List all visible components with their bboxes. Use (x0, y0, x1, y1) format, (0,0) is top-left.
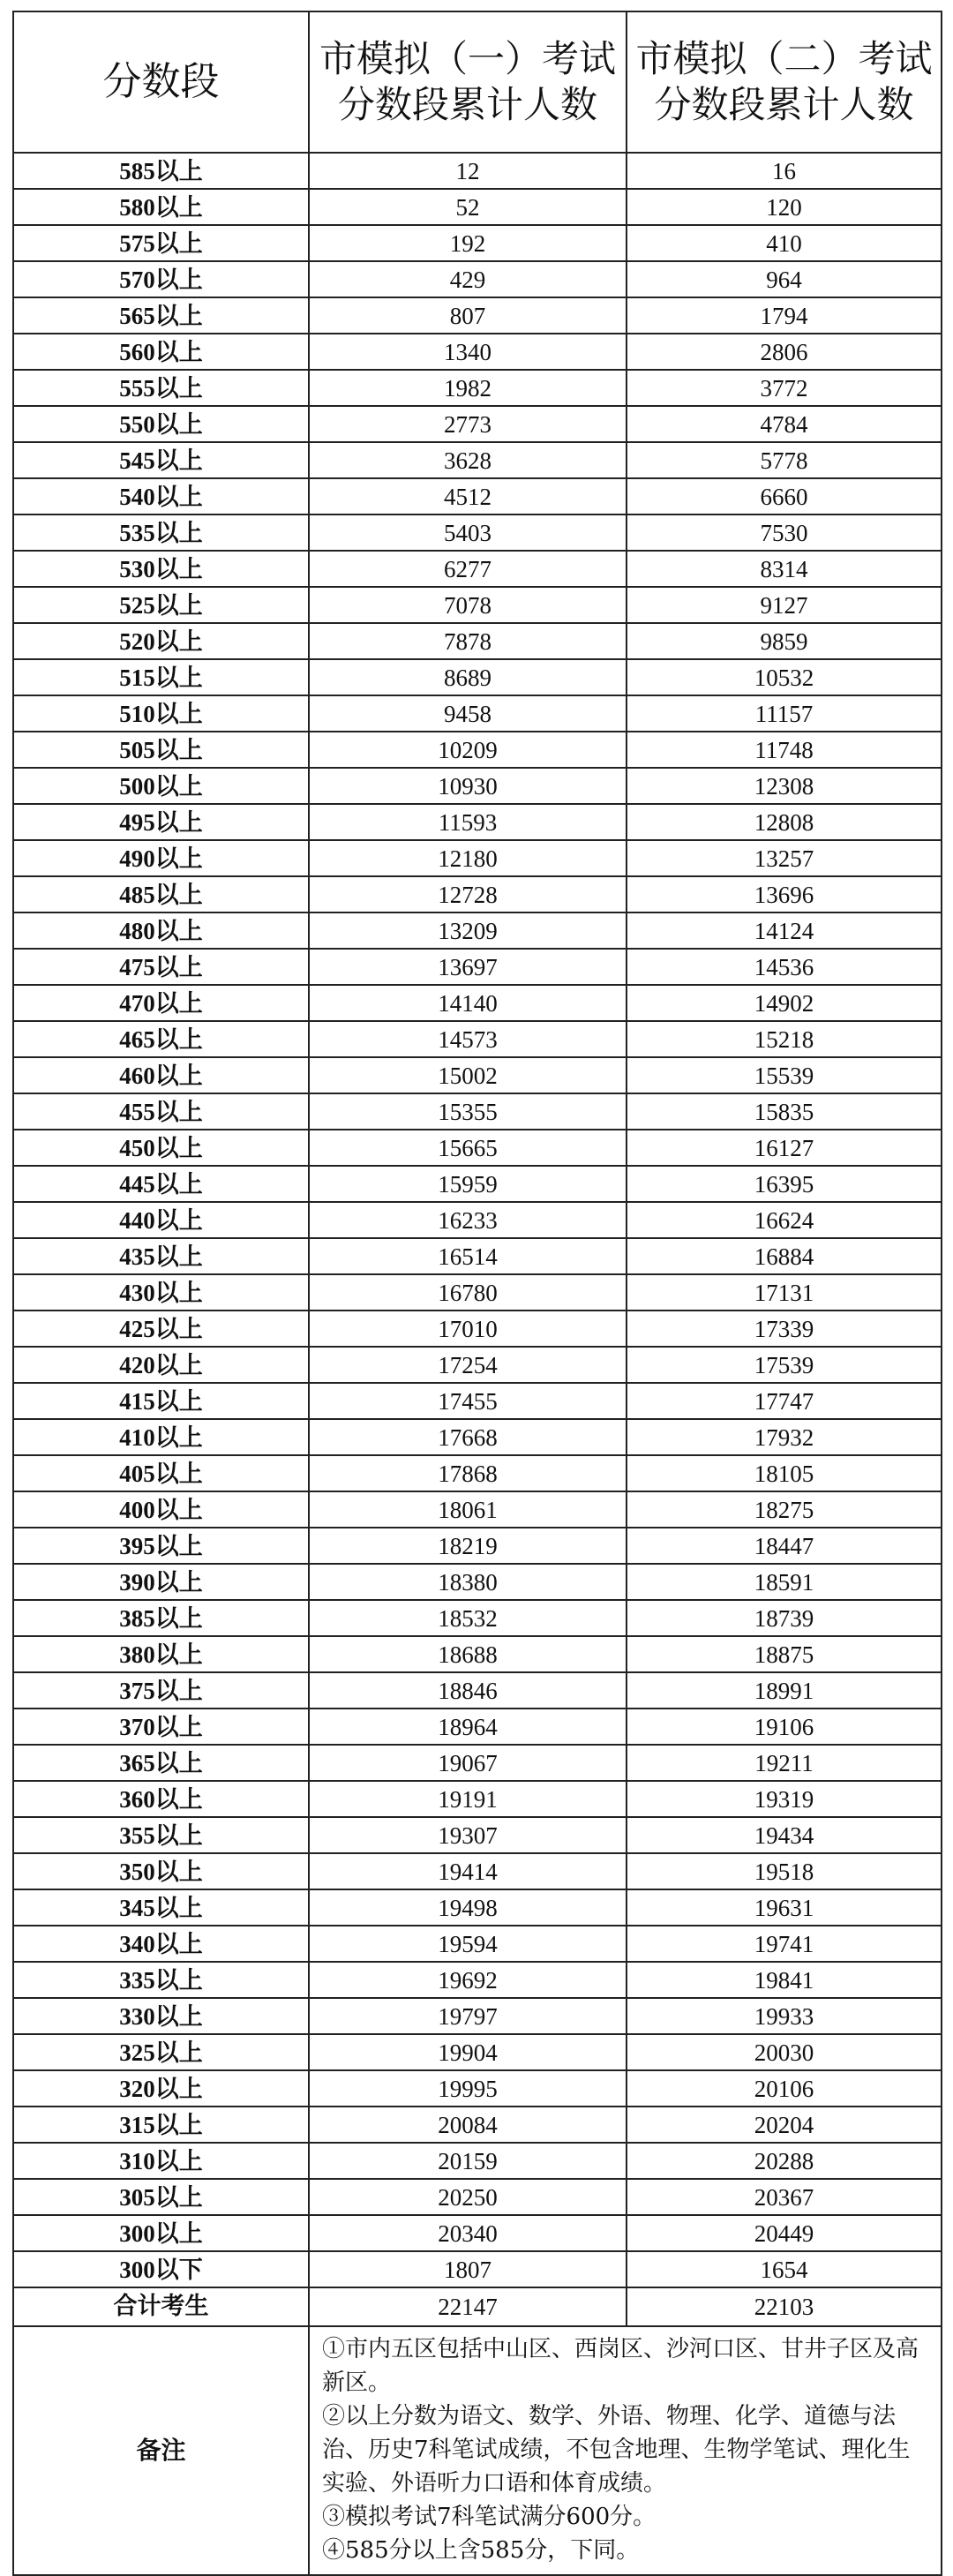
table-row (13, 2251, 942, 2287)
mock-two-cell: 12808 (627, 804, 942, 840)
table-row (13, 1564, 942, 1600)
notes-row (13, 2326, 942, 2575)
mock-one-cell: 18688 (309, 1636, 627, 1672)
score-cell: 525以上 (13, 587, 309, 623)
table-row (13, 297, 942, 334)
mock-two-cell: 13257 (627, 840, 942, 876)
mock-one-cell: 16514 (309, 1238, 627, 1274)
mock-one-cell: 17455 (309, 1383, 627, 1419)
mock-one-cell: 19414 (309, 1853, 627, 1889)
score-cell: 340以上 (13, 1926, 309, 1962)
mock-one-cell: 7878 (309, 623, 627, 659)
mock-one-cell: 8689 (309, 659, 627, 695)
mock-one-cell: 16233 (309, 1202, 627, 1238)
score-cell: 545以上 (13, 442, 309, 478)
score-cell: 475以上 (13, 949, 309, 985)
mock-two-cell: 17131 (627, 1274, 942, 1311)
mock-one-cell: 4512 (309, 478, 627, 514)
score-cell: 530以上 (13, 551, 309, 587)
table-row (13, 949, 942, 985)
mock-two-cell: 19631 (627, 1889, 942, 1926)
mock-one-cell: 19995 (309, 2070, 627, 2107)
table-row (13, 1238, 942, 1274)
score-cell: 520以上 (13, 623, 309, 659)
mock-one-cell: 19191 (309, 1781, 627, 1817)
mock-one-cell: 192 (309, 225, 627, 261)
table-row (13, 225, 942, 261)
table-row (13, 1093, 942, 1130)
mock-one-cell: 10209 (309, 732, 627, 768)
table-row (13, 514, 942, 551)
mock-two-cell: 12308 (627, 768, 942, 804)
mock-two-cell: 410 (627, 225, 942, 261)
mock-one-cell: 17668 (309, 1419, 627, 1455)
score-cell: 495以上 (13, 804, 309, 840)
score-cell: 435以上 (13, 1238, 309, 1274)
mock-one-cell: 20084 (309, 2107, 627, 2143)
score-cell: 430以上 (13, 1274, 309, 1311)
mock-one-cell: 3628 (309, 442, 627, 478)
table-row (13, 1455, 942, 1491)
table-row (13, 1491, 942, 1528)
mock-two-cell: 20106 (627, 2070, 942, 2107)
score-cell: 330以上 (13, 1998, 309, 2034)
mock-two-cell: 18875 (627, 1636, 942, 1672)
mock-two-cell: 16395 (627, 1166, 942, 1202)
mock-two-cell: 18105 (627, 1455, 942, 1491)
score-cell: 505以上 (13, 732, 309, 768)
mock-one-cell: 2773 (309, 406, 627, 442)
mock-two-cell: 19434 (627, 1817, 942, 1853)
score-cell: 310以上 (13, 2143, 309, 2179)
table-row (13, 695, 942, 732)
mock-one-cell: 52 (309, 189, 627, 225)
score-cell: 470以上 (13, 985, 309, 1021)
mock-one-cell: 14140 (309, 985, 627, 1021)
total-label: 合计考生 (13, 2287, 309, 2326)
mock-one-cell: 17254 (309, 1347, 627, 1383)
mock-one-cell: 17010 (309, 1311, 627, 1347)
score-cell: 550以上 (13, 406, 309, 442)
header-score-segment: 分数段 (13, 11, 309, 153)
mock-one-cell: 18964 (309, 1709, 627, 1745)
mock-two-cell: 7530 (627, 514, 942, 551)
mock-two-cell: 17932 (627, 1419, 942, 1455)
table-row (13, 1817, 942, 1853)
mock-two-cell: 18991 (627, 1672, 942, 1709)
table-row (13, 442, 942, 478)
mock-one-cell: 12728 (309, 876, 627, 912)
table-row (13, 2179, 942, 2215)
score-cell: 400以上 (13, 1491, 309, 1528)
mock-one-cell: 1340 (309, 334, 627, 370)
table-row (13, 732, 942, 768)
score-cell: 515以上 (13, 659, 309, 695)
score-cell: 325以上 (13, 2034, 309, 2070)
mock-two-cell: 14536 (627, 949, 942, 985)
table-row (13, 1745, 942, 1781)
score-cell: 300以上 (13, 2215, 309, 2251)
score-cell: 585以上 (13, 153, 309, 189)
table-row (13, 1130, 942, 1166)
mock-one-cell: 15002 (309, 1057, 627, 1093)
mock-two-cell: 18591 (627, 1564, 942, 1600)
mock-one-cell: 19692 (309, 1962, 627, 1998)
score-cell: 405以上 (13, 1455, 309, 1491)
score-cell: 320以上 (13, 2070, 309, 2107)
score-cell: 385以上 (13, 1600, 309, 1636)
mock-two-cell: 18447 (627, 1528, 942, 1564)
table-row (13, 1347, 942, 1383)
table-row (13, 804, 942, 840)
table-row (13, 334, 942, 370)
score-cell: 380以上 (13, 1636, 309, 1672)
table-row (13, 659, 942, 695)
mock-two-cell: 1794 (627, 297, 942, 334)
table-row (13, 1781, 942, 1817)
mock-two-cell: 19841 (627, 1962, 942, 1998)
mock-one-cell: 13209 (309, 912, 627, 949)
mock-one-cell: 17868 (309, 1455, 627, 1491)
table-row (13, 2143, 942, 2179)
score-cell: 450以上 (13, 1130, 309, 1166)
mock-two-cell: 6660 (627, 478, 942, 514)
table-row (13, 1672, 942, 1709)
mock-one-cell: 807 (309, 297, 627, 334)
mock-one-cell: 5403 (309, 514, 627, 551)
table-row (13, 1419, 942, 1455)
total-mock-one: 22147 (309, 2287, 627, 2326)
header-row (13, 11, 942, 153)
mock-two-cell: 16127 (627, 1130, 942, 1166)
mock-one-cell: 1807 (309, 2251, 627, 2287)
score-cell: 490以上 (13, 840, 309, 876)
mock-two-cell: 17747 (627, 1383, 942, 1419)
table-row (13, 153, 942, 189)
score-cell: 455以上 (13, 1093, 309, 1130)
table-row (13, 1057, 942, 1093)
mock-one-cell: 429 (309, 261, 627, 297)
note-line: ④585分以上含585分，下同。 (322, 2537, 640, 2564)
mock-two-cell: 19106 (627, 1709, 942, 1745)
mock-two-cell: 14902 (627, 985, 942, 1021)
table-row (13, 1998, 942, 2034)
mock-two-cell: 17339 (627, 1311, 942, 1347)
mock-two-cell: 3772 (627, 370, 942, 406)
table-row (13, 2107, 942, 2143)
mock-two-cell: 8314 (627, 551, 942, 587)
table-row (13, 1853, 942, 1889)
mock-two-cell: 11748 (627, 732, 942, 768)
table-row (13, 1383, 942, 1419)
notes-body (309, 2326, 942, 2575)
score-cell: 420以上 (13, 1347, 309, 1383)
table-row (13, 2034, 942, 2070)
score-cell: 440以上 (13, 1202, 309, 1238)
mock-two-cell: 15218 (627, 1021, 942, 1057)
mock-two-cell: 17539 (627, 1347, 942, 1383)
table-row (13, 768, 942, 804)
table-row (13, 876, 942, 912)
mock-one-cell: 13697 (309, 949, 627, 985)
table-row (13, 2215, 942, 2251)
mock-two-cell: 964 (627, 261, 942, 297)
table-row (13, 587, 942, 623)
table-row (13, 840, 942, 876)
mock-two-cell: 20449 (627, 2215, 942, 2251)
score-cell: 570以上 (13, 261, 309, 297)
mock-two-cell: 20367 (627, 2179, 942, 2215)
mock-one-cell: 1982 (309, 370, 627, 406)
score-cell: 510以上 (13, 695, 309, 732)
table-row (13, 912, 942, 949)
mock-one-cell: 12180 (309, 840, 627, 876)
mock-one-cell: 14573 (309, 1021, 627, 1057)
mock-two-cell: 19319 (627, 1781, 942, 1817)
score-cell: 580以上 (13, 189, 309, 225)
mock-two-cell: 9127 (627, 587, 942, 623)
table-row (13, 1021, 942, 1057)
mock-one-cell: 18380 (309, 1564, 627, 1600)
score-cell: 415以上 (13, 1383, 309, 1419)
mock-two-cell: 16624 (627, 1202, 942, 1238)
mock-two-cell: 15835 (627, 1093, 942, 1130)
score-cell: 565以上 (13, 297, 309, 334)
mock-two-cell: 18275 (627, 1491, 942, 1528)
mock-two-cell: 10532 (627, 659, 942, 695)
mock-one-cell: 15665 (309, 1130, 627, 1166)
mock-one-cell: 11593 (309, 804, 627, 840)
score-cell: 335以上 (13, 1962, 309, 1998)
mock-one-cell: 16780 (309, 1274, 627, 1311)
mock-two-cell: 120 (627, 189, 942, 225)
mock-one-cell: 18061 (309, 1491, 627, 1528)
mock-two-cell: 2806 (627, 334, 942, 370)
table-row (13, 1274, 942, 1311)
mock-two-cell: 19211 (627, 1745, 942, 1781)
mock-one-cell: 20159 (309, 2143, 627, 2179)
mock-one-cell: 9458 (309, 695, 627, 732)
mock-one-cell: 6277 (309, 551, 627, 587)
mock-one-cell: 20340 (309, 2215, 627, 2251)
mock-one-cell: 19904 (309, 2034, 627, 2070)
score-cell: 305以上 (13, 2179, 309, 2215)
score-cell: 355以上 (13, 1817, 309, 1853)
table-row (13, 623, 942, 659)
mock-two-cell: 15539 (627, 1057, 942, 1093)
table-row (13, 1962, 942, 1998)
mock-one-cell: 18219 (309, 1528, 627, 1564)
mock-one-cell: 15959 (309, 1166, 627, 1202)
note-line: ③模拟考试7科笔试满分600分。 (322, 2504, 657, 2530)
mock-two-cell: 1654 (627, 2251, 942, 2287)
header-mock-two: 市模拟（二）考试分数段累计人数 (627, 11, 942, 153)
table-row (13, 1311, 942, 1347)
score-cell: 535以上 (13, 514, 309, 551)
mock-two-cell: 9859 (627, 623, 942, 659)
score-cell: 345以上 (13, 1889, 309, 1926)
mock-two-cell: 20204 (627, 2107, 942, 2143)
score-cell: 485以上 (13, 876, 309, 912)
total-mock-two: 22103 (627, 2287, 942, 2326)
table-row (13, 1636, 942, 1672)
mock-two-cell: 18739 (627, 1600, 942, 1636)
mock-two-cell: 20030 (627, 2034, 942, 2070)
score-cell: 480以上 (13, 912, 309, 949)
score-cell: 445以上 (13, 1166, 309, 1202)
table-row (13, 261, 942, 297)
mock-one-cell: 19067 (309, 1745, 627, 1781)
table-row (13, 1600, 942, 1636)
score-distribution-sheet (12, 11, 941, 2576)
mock-two-cell: 19741 (627, 1926, 942, 1962)
score-cell: 315以上 (13, 2107, 309, 2143)
note-line: ②以上分数为语文、数学、外语、物理、化学、道德与法治、历史7科笔试成绩，不包含地理、生物学笔试、理化生实验、外语听力口语和体育成绩。 (322, 2403, 911, 2497)
table-row (13, 1166, 942, 1202)
score-cell: 360以上 (13, 1781, 309, 1817)
mock-one-cell: 19797 (309, 1998, 627, 2034)
table-row (13, 370, 942, 406)
mock-one-cell: 12 (309, 153, 627, 189)
table-row (13, 1202, 942, 1238)
score-cell: 390以上 (13, 1564, 309, 1600)
mock-one-cell: 10930 (309, 768, 627, 804)
mock-two-cell: 19933 (627, 1998, 942, 2034)
mock-one-cell: 18846 (309, 1672, 627, 1709)
table-row (13, 478, 942, 514)
table-row (13, 1926, 942, 1962)
mock-one-cell: 19307 (309, 1817, 627, 1853)
note-line: ①市内五区包括中山区、西岗区、沙河口区、甘井子区及高新区。 (322, 2336, 919, 2396)
mock-one-cell: 19594 (309, 1926, 627, 1962)
table-row (13, 551, 942, 587)
mock-two-cell: 16884 (627, 1238, 942, 1274)
score-cell: 395以上 (13, 1528, 309, 1564)
score-cell: 410以上 (13, 1419, 309, 1455)
mock-two-cell: 4784 (627, 406, 942, 442)
table-row (13, 985, 942, 1021)
score-cell: 300以下 (13, 2251, 309, 2287)
mock-one-cell: 7078 (309, 587, 627, 623)
score-table (12, 11, 942, 2576)
mock-two-cell: 20288 (627, 2143, 942, 2179)
mock-one-cell: 18532 (309, 1600, 627, 1636)
mock-two-cell: 14124 (627, 912, 942, 949)
mock-one-cell: 20250 (309, 2179, 627, 2215)
score-cell: 370以上 (13, 1709, 309, 1745)
score-cell: 575以上 (13, 225, 309, 261)
table-row (13, 189, 942, 225)
score-cell: 375以上 (13, 1672, 309, 1709)
score-cell: 555以上 (13, 370, 309, 406)
table-row (13, 2070, 942, 2107)
mock-one-cell: 19498 (309, 1889, 627, 1926)
mock-one-cell: 15355 (309, 1093, 627, 1130)
table-row (13, 406, 942, 442)
score-cell: 465以上 (13, 1021, 309, 1057)
score-cell: 460以上 (13, 1057, 309, 1093)
table-row (13, 1709, 942, 1745)
header-mock-one: 市模拟（一）考试分数段累计人数 (309, 11, 627, 153)
score-cell: 350以上 (13, 1853, 309, 1889)
mock-two-cell: 5778 (627, 442, 942, 478)
table-row (13, 1889, 942, 1926)
mock-two-cell: 13696 (627, 876, 942, 912)
score-cell: 365以上 (13, 1745, 309, 1781)
notes-label: 备注 (13, 2326, 309, 2575)
mock-two-cell: 16 (627, 153, 942, 189)
score-cell: 540以上 (13, 478, 309, 514)
mock-two-cell: 11157 (627, 695, 942, 732)
score-rows (13, 153, 942, 2287)
table-row (13, 1528, 942, 1564)
mock-two-cell: 19518 (627, 1853, 942, 1889)
total-row (13, 2287, 942, 2326)
score-cell: 500以上 (13, 768, 309, 804)
score-cell: 560以上 (13, 334, 309, 370)
score-cell: 425以上 (13, 1311, 309, 1347)
